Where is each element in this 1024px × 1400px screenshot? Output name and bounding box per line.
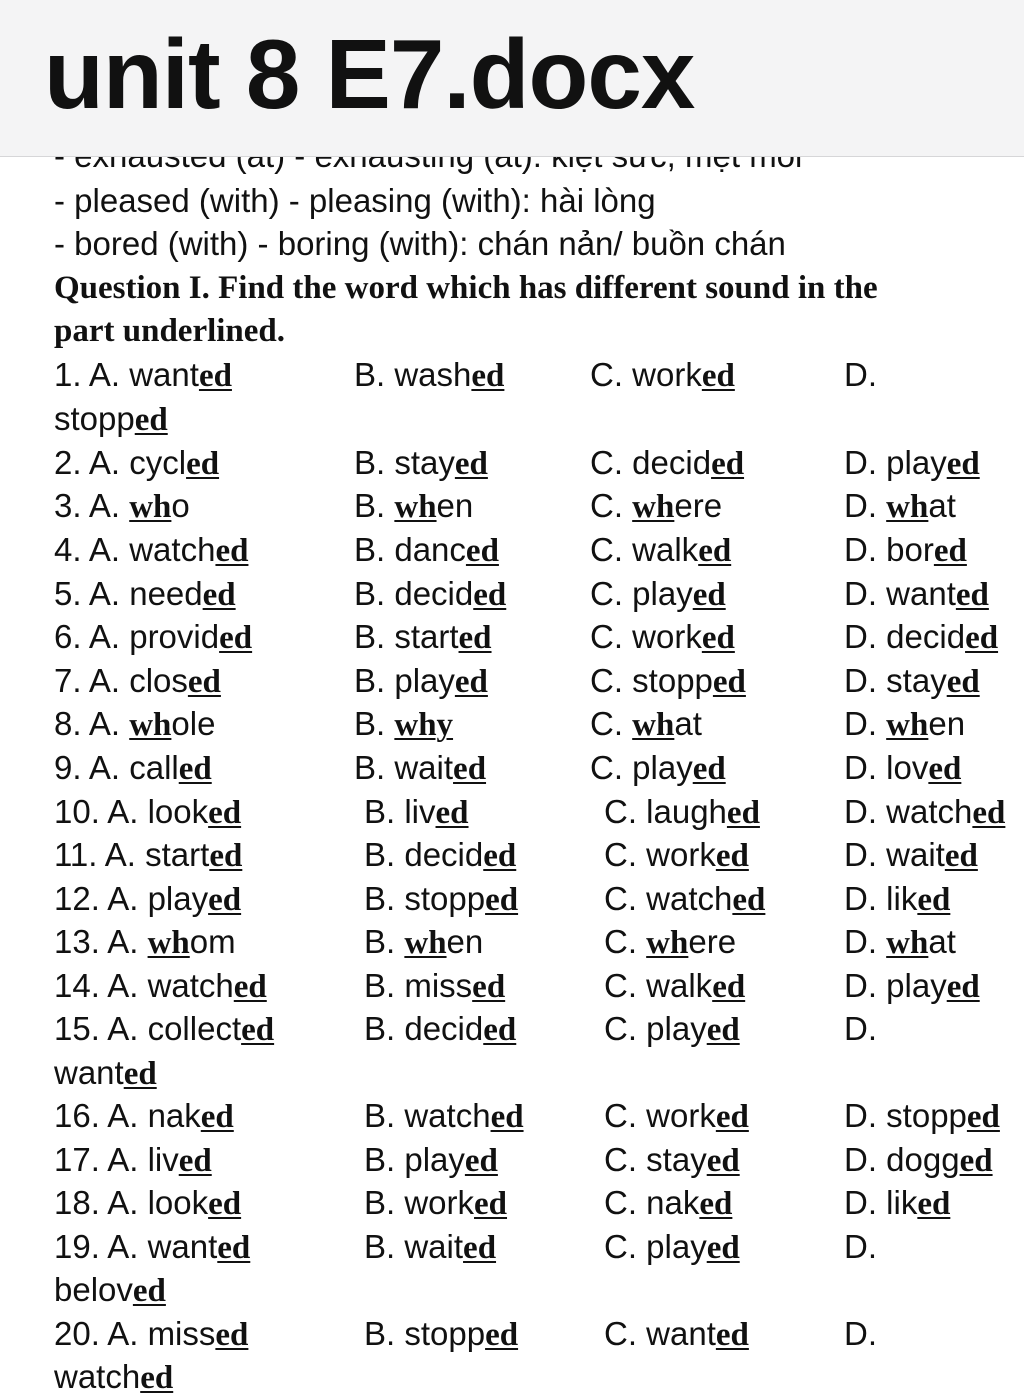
option-b: [364, 1312, 518, 1357]
option-a: [54, 1181, 241, 1226]
word-part: 12. A. play: [54, 880, 209, 917]
underlined-part: ed: [933, 533, 967, 569]
word-part: 10. A. look: [54, 793, 209, 830]
option-d: [844, 353, 877, 398]
underlined-part: ed: [701, 620, 735, 656]
underlined-part: ed: [208, 882, 242, 918]
option-b: [354, 702, 453, 747]
question-item-17: [54, 1138, 1018, 1182]
word-part: at: [674, 705, 702, 742]
word-part: D. watch: [844, 793, 973, 830]
word-part: D.: [844, 487, 887, 524]
underlined-part: wh: [632, 489, 675, 525]
option-d-word: [54, 397, 168, 442]
word-part: C. play: [604, 1228, 707, 1265]
underlined-part: ed: [435, 795, 469, 831]
word-part: B. stay: [354, 444, 455, 481]
underlined-part: ed: [959, 1143, 993, 1179]
underlined-part: ed: [454, 664, 488, 700]
question-item-12: [54, 877, 1018, 921]
underlined-part: ed: [483, 838, 517, 874]
option-d: [844, 746, 961, 791]
word-part: D. want: [844, 575, 956, 612]
option-b: [354, 572, 506, 617]
word-part: en: [928, 705, 966, 742]
word-part: C. play: [590, 749, 693, 786]
option-b: [364, 1138, 498, 1183]
question-item-2: [54, 441, 1018, 485]
option-a: [54, 702, 215, 747]
word-part: 17. A. liv: [54, 1141, 179, 1178]
underlined-part: ed: [458, 620, 492, 656]
word-part: stopp: [54, 400, 135, 437]
option-d: [844, 702, 965, 747]
word-part: B. decid: [364, 836, 484, 873]
question-heading-cont: part underlined.: [54, 313, 286, 349]
word-part: C. want: [604, 1315, 716, 1352]
underlined-part: ed: [465, 533, 499, 569]
underlined-part: ed: [233, 969, 267, 1005]
word-part: D.: [844, 923, 887, 960]
option-c: [604, 1094, 749, 1139]
word-part: C. work: [604, 1097, 716, 1134]
word-part: 1. A. want: [54, 356, 199, 393]
word-part: 6. A. provid: [54, 618, 220, 655]
question-item-11: [54, 833, 1018, 877]
word-part: D.: [844, 1315, 877, 1352]
question-item-20: [54, 1312, 1018, 1356]
word-part: ole: [171, 705, 216, 742]
option-b: [364, 790, 469, 835]
option-a: [54, 1312, 248, 1357]
word-part: C. play: [590, 575, 693, 612]
word-part: C. work: [590, 356, 702, 393]
option-c: [590, 353, 735, 398]
word-part: D. dogg: [844, 1141, 960, 1178]
option-c: [590, 746, 726, 791]
underlined-part: wh: [886, 707, 929, 743]
option-c: [604, 1225, 740, 1270]
word-part: 8. A.: [54, 705, 130, 742]
underlined-part: ed: [471, 358, 505, 394]
word-part: B.: [364, 923, 405, 960]
option-c: [604, 920, 736, 965]
option-c: [604, 877, 765, 922]
title-bar: [0, 0, 1024, 157]
word-part: 19. A. want: [54, 1228, 218, 1265]
word-part: 3. A.: [54, 487, 130, 524]
word-part: B. wash: [354, 356, 472, 393]
underlined-part: ed: [706, 1012, 740, 1048]
underlined-part: ed: [186, 446, 220, 482]
question-item-1: [54, 353, 1018, 397]
option-d: [844, 484, 956, 529]
option-d-word: [54, 1268, 166, 1313]
option-d: [844, 441, 980, 486]
underlined-part: ed: [928, 751, 962, 787]
word-part: 16. A. nak: [54, 1097, 201, 1134]
underlined-part: ed: [715, 1099, 749, 1135]
underlined-part: ed: [946, 969, 980, 1005]
underlined-part: ed: [946, 446, 980, 482]
option-b: [364, 964, 505, 1009]
question-item-18: [54, 1181, 1018, 1225]
word-part: B.: [354, 487, 395, 524]
underlined-part: ed: [215, 1317, 249, 1353]
option-b: [364, 1181, 507, 1226]
option-a: [54, 833, 242, 878]
word-part: 20. A. miss: [54, 1315, 216, 1352]
underlined-part: ed: [485, 1317, 519, 1353]
word-part: watch: [54, 1358, 141, 1395]
underlined-part: ed: [217, 1230, 251, 1266]
underlined-part: ed: [972, 795, 1006, 831]
question-item-15-wrap: [54, 1051, 1018, 1095]
word-part: B.: [354, 705, 395, 742]
word-part: B. work: [364, 1184, 475, 1221]
question-item-8: [54, 702, 1018, 746]
underlined-part: ed: [454, 446, 488, 482]
underlined-part: ed: [701, 358, 735, 394]
option-a: [54, 528, 248, 573]
option-b: [354, 615, 492, 660]
word-part: D. stay: [844, 662, 947, 699]
underlined-part: ed: [472, 969, 506, 1005]
word-part: C. work: [604, 836, 716, 873]
option-c: [604, 790, 760, 835]
option-c: [590, 441, 744, 486]
underlined-part: ed: [965, 620, 999, 656]
option-d: [844, 572, 989, 617]
question-heading: Question I. Find the word which has different sound in the: [54, 270, 878, 306]
option-d: [844, 833, 978, 878]
word-part: C.: [604, 923, 647, 960]
word-part: 14. A. watch: [54, 967, 234, 1004]
option-a: [54, 1094, 234, 1139]
underlined-part: wh: [886, 925, 929, 961]
option-a: [54, 964, 267, 1009]
option-a: [54, 484, 190, 529]
word-part: D. decid: [844, 618, 966, 655]
question-item-20-wrap: [54, 1355, 1018, 1399]
word-part: B. play: [354, 662, 455, 699]
underlined-part: wh: [129, 489, 172, 525]
word-part: D.: [844, 1228, 877, 1265]
underlined-part: wh: [404, 925, 447, 961]
underlined-part: ed: [483, 1012, 517, 1048]
underlined-part: ed: [219, 620, 253, 656]
word-part: 18. A. look: [54, 1184, 209, 1221]
word-part: B. watch: [364, 1097, 491, 1134]
option-d: [844, 877, 950, 922]
word-part: D.: [844, 705, 887, 742]
option-d: [844, 1007, 877, 1052]
word-part: D. lik: [844, 880, 918, 917]
word-part: B. decid: [364, 1010, 484, 1047]
underlined-part: wh: [147, 925, 190, 961]
underlined-part: why: [394, 707, 454, 743]
underlined-part: ed: [692, 751, 726, 787]
question-item-1-wrap: [54, 397, 1018, 441]
word-part: B. start: [354, 618, 459, 655]
word-part: 11. A. start: [54, 836, 210, 873]
word-part: B. decid: [354, 575, 474, 612]
word-part: D. lov: [844, 749, 929, 786]
option-c: [604, 1007, 740, 1052]
underlined-part: ed: [463, 1230, 497, 1266]
option-c: [604, 1138, 740, 1183]
word-part: D. lik: [844, 1184, 918, 1221]
underlined-part: ed: [946, 664, 980, 700]
underlined-part: wh: [129, 707, 172, 743]
word-part: C. play: [604, 1010, 707, 1047]
question-item-15: [54, 1007, 1018, 1051]
word-part: 15. A. collect: [54, 1010, 242, 1047]
underlined-part: ed: [917, 1186, 951, 1222]
underlined-part: ed: [712, 664, 746, 700]
option-a: [54, 1007, 274, 1052]
word-part: C.: [590, 487, 633, 524]
option-c: [590, 615, 735, 660]
option-b: [354, 484, 473, 529]
word-part: C. stopp: [590, 662, 713, 699]
word-part: at: [928, 923, 956, 960]
option-a: [54, 659, 221, 704]
underlined-part: ed: [732, 882, 766, 918]
option-b: [364, 920, 483, 965]
underlined-part: ed: [966, 1099, 1000, 1135]
intro-line-pleased: - pleased (with) - pleasing (with): hài lòng: [54, 182, 656, 219]
option-d: [844, 790, 1005, 835]
underlined-part: ed: [715, 838, 749, 874]
underlined-part: ed: [241, 1012, 275, 1048]
word-part: C. walk: [604, 967, 713, 1004]
question-item-9: [54, 746, 1018, 790]
underlined-part: ed: [715, 1317, 749, 1353]
word-part: at: [928, 487, 956, 524]
underlined-part: ed: [706, 1230, 740, 1266]
option-b: [364, 1094, 524, 1139]
underlined-part: ed: [955, 577, 989, 613]
option-c: [604, 1312, 749, 1357]
word-part: D. bor: [844, 531, 934, 568]
option-d-word: [54, 1355, 173, 1400]
word-part: C. work: [590, 618, 702, 655]
word-part: om: [189, 923, 236, 960]
underlined-part: ed: [187, 664, 221, 700]
word-part: belov: [54, 1271, 133, 1308]
underlined-part: ed: [698, 533, 732, 569]
option-a: [54, 615, 252, 660]
word-part: B. wait: [354, 749, 454, 786]
option-d: [844, 528, 967, 573]
option-c: [590, 659, 746, 704]
document-title: unit 8 E7.docx: [44, 19, 695, 129]
word-part: D.: [844, 356, 877, 393]
option-c: [590, 702, 702, 747]
intro-line-bored: - bored (with) - boring (with): chán nản/ buồn chán: [54, 225, 786, 262]
underlined-part: ed: [134, 402, 168, 438]
option-a: [54, 877, 241, 922]
option-c: [590, 528, 731, 573]
option-b: [354, 441, 488, 486]
word-part: 13. A.: [54, 923, 148, 960]
underlined-part: ed: [917, 882, 951, 918]
underlined-part: wh: [632, 707, 675, 743]
word-part: B. play: [364, 1141, 465, 1178]
option-c: [604, 964, 745, 1009]
underlined-part: ed: [132, 1273, 166, 1309]
underlined-part: ed: [473, 577, 507, 613]
underlined-part: ed: [692, 577, 726, 613]
option-a: [54, 1225, 250, 1270]
underlined-part: ed: [208, 795, 242, 831]
option-b: [364, 877, 518, 922]
word-part: C. watch: [604, 880, 733, 917]
option-d: [844, 1138, 993, 1183]
word-part: B. danc: [354, 531, 466, 568]
question-item-6: [54, 615, 1018, 659]
word-part: want: [54, 1054, 124, 1091]
word-part: o: [171, 487, 190, 524]
option-a: [54, 353, 232, 398]
option-c: [604, 1181, 732, 1226]
word-part: C. decid: [590, 444, 712, 481]
option-b: [354, 528, 499, 573]
word-part: en: [446, 923, 484, 960]
option-a: [54, 920, 236, 965]
option-d: [844, 1181, 950, 1226]
word-part: B. miss: [364, 967, 473, 1004]
question-item-3: [54, 484, 1018, 528]
question-item-5: [54, 572, 1018, 616]
option-a: [54, 441, 219, 486]
underlined-part: wh: [646, 925, 689, 961]
option-d: [844, 964, 980, 1009]
option-b: [354, 659, 488, 704]
underlined-part: ed: [726, 795, 760, 831]
word-part: C. laugh: [604, 793, 727, 830]
underlined-part: ed: [198, 358, 232, 394]
word-part: D. wait: [844, 836, 945, 873]
underlined-part: ed: [699, 1186, 733, 1222]
option-c: [590, 572, 726, 617]
question-item-19: [54, 1225, 1018, 1269]
option-b: [364, 1007, 516, 1052]
underlined-part: ed: [485, 882, 519, 918]
option-d: [844, 1312, 877, 1357]
option-b: [364, 833, 516, 878]
word-part: ere: [674, 487, 723, 524]
word-part: C. walk: [590, 531, 699, 568]
word-part: D. play: [844, 967, 947, 1004]
option-a: [54, 746, 212, 791]
option-d: [844, 659, 980, 704]
question-item-4: [54, 528, 1018, 572]
word-part: 9. A. call: [54, 749, 179, 786]
underlined-part: ed: [140, 1360, 174, 1396]
underlined-part: ed: [202, 577, 236, 613]
question-item-7: [54, 659, 1018, 703]
underlined-part: ed: [208, 1186, 242, 1222]
word-part: 2. A. cycl: [54, 444, 187, 481]
option-a: [54, 1138, 212, 1183]
underlined-part: wh: [886, 489, 929, 525]
underlined-part: wh: [394, 489, 437, 525]
question-item-14: [54, 964, 1018, 1008]
underlined-part: ed: [711, 446, 745, 482]
underlined-part: ed: [490, 1099, 524, 1135]
word-part: ere: [688, 923, 737, 960]
underlined-part: ed: [706, 1143, 740, 1179]
option-d: [844, 1094, 1000, 1139]
option-b: [354, 353, 504, 398]
underlined-part: ed: [200, 1099, 234, 1135]
word-part: 7. A. clos: [54, 662, 188, 699]
word-part: en: [436, 487, 474, 524]
word-part: C. nak: [604, 1184, 700, 1221]
question-item-19-wrap: [54, 1268, 1018, 1312]
word-part: D.: [844, 1010, 877, 1047]
option-d: [844, 920, 956, 965]
underlined-part: ed: [712, 969, 746, 1005]
option-b: [364, 1225, 496, 1270]
word-part: B. stopp: [364, 880, 486, 917]
underlined-part: ed: [123, 1056, 157, 1092]
option-c: [590, 484, 722, 529]
option-d: [844, 615, 998, 660]
option-a: [54, 790, 241, 835]
underlined-part: ed: [474, 1186, 508, 1222]
underlined-part: ed: [209, 838, 243, 874]
word-part: B. wait: [364, 1228, 464, 1265]
option-c: [604, 833, 749, 878]
underlined-part: ed: [215, 533, 249, 569]
question-item-16: [54, 1094, 1018, 1138]
word-part: B. stopp: [364, 1315, 486, 1352]
option-d: [844, 1225, 877, 1270]
word-part: C.: [590, 705, 633, 742]
underlined-part: ed: [178, 751, 212, 787]
word-part: 5. A. need: [54, 575, 203, 612]
underlined-part: ed: [178, 1143, 212, 1179]
option-a: [54, 572, 236, 617]
option-b: [354, 746, 486, 791]
option-d-word: [54, 1051, 157, 1096]
word-part: D. stopp: [844, 1097, 967, 1134]
underlined-part: ed: [464, 1143, 498, 1179]
underlined-part: ed: [944, 838, 978, 874]
question-item-10: [54, 790, 1018, 834]
word-part: D. play: [844, 444, 947, 481]
word-part: B. liv: [364, 793, 436, 830]
word-part: C. stay: [604, 1141, 707, 1178]
underlined-part: ed: [453, 751, 487, 787]
question-item-13: [54, 920, 1018, 964]
word-part: 4. A. watch: [54, 531, 216, 568]
